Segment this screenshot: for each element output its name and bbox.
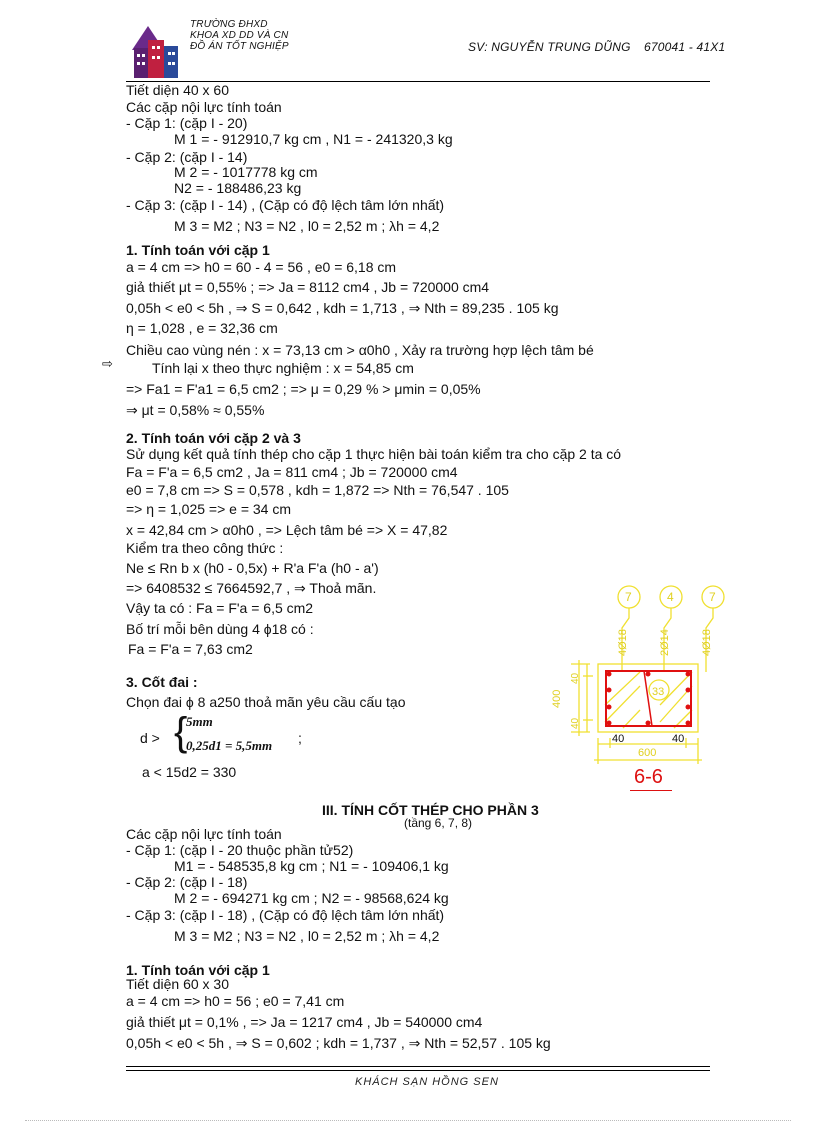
header-line2: KHOA XD DD VÀ CN	[190, 30, 289, 41]
footer-rule-2	[126, 1070, 710, 1071]
dim-label: 400	[551, 689, 563, 708]
rebar-label: 4Ø18	[617, 629, 629, 656]
header-line3: ĐỒ ÁN TỐT NGHIỆP	[190, 41, 289, 52]
dim-label: 600	[638, 747, 657, 759]
text-line: - Cặp 2: (cặp I - 18)	[126, 874, 248, 890]
caption-underline	[630, 790, 672, 791]
bubble-label: 4	[667, 590, 674, 604]
text-line: Bố trí mỗi bên dùng 4 ϕ18 có :	[126, 621, 314, 637]
text-line: x = 42,84 cm > α0h0 , => Lệch tâm bé => X = 47,82	[126, 522, 448, 538]
text-line: N2 = - 188486,23 kg	[174, 180, 302, 196]
section-6-6-figure	[540, 582, 730, 794]
text-line: Ne ≤ Rn b x (h0 - 0,5x) + R'a F'a (h0 - a')	[126, 560, 379, 576]
brace: {	[174, 710, 188, 754]
text-line: Fa = F'a = 7,63 cm2	[128, 641, 253, 657]
dim-label: 40	[672, 733, 685, 745]
footer-text: KHÁCH SẠN HỒNG SEN	[355, 1076, 499, 1088]
text-line: - Cặp 2: (cặp I - 14)	[126, 149, 248, 165]
text-line: M 3 = M2 ; N3 = N2 , l0 = 2,52 m ; λh = 4,2	[174, 928, 440, 944]
rebar-label: 4Ø18	[701, 629, 713, 656]
text-line: - Cặp 1: (cặp I - 20 thuộc phần tử52)	[126, 842, 354, 858]
section-heading: 2. Tính toán với cặp 2 và 3	[126, 430, 301, 446]
text-line: Kiểm tra theo công thức :	[126, 540, 284, 556]
dim-label: 40	[570, 672, 581, 684]
building-logo	[128, 20, 184, 80]
formula-term: 0,25d1 = 5,5mm	[186, 738, 273, 753]
bubble-label: 7	[625, 590, 632, 604]
stirrup-label: 33	[652, 686, 665, 698]
header-class: 670041 - 41X1	[644, 40, 726, 54]
text-line: => 6408532 ≤ 7664592,7 , ⇒ Thoả mãn.	[126, 580, 377, 596]
header-student: SV: NGUYỄN TRUNG DŨNG	[468, 40, 631, 54]
text-line: e0 = 7,8 cm => S = 0,578 , kdh = 1,872 => Nth = 76,547 . 105	[126, 482, 509, 498]
text-line: ⇒ μt = 0,58% ≈ 0,55%	[126, 402, 265, 418]
formula-term: 5mm	[186, 714, 213, 729]
text-line: Các cặp nội lực tính toán	[126, 826, 282, 842]
text-line: Chọn đai ϕ 8 a250 thoả mãn yêu cầu cấu tạo	[126, 694, 406, 710]
text-line: 0,05h < e0 < 5h , ⇒ S = 0,602 ; kdh = 1,737 , ⇒ Nth = 52,57 . 105 kg	[126, 1035, 551, 1051]
text-line: 0,05h < e0 < 5h , ⇒ S = 0,642 , kdh = 1,713 , ⇒ Nth = 89,235 . 105 kg	[126, 300, 559, 316]
text-line: Fa = F'a = 6,5 cm2 , Ja = 811 cm4 ; Jb = 720000 cm4	[126, 464, 458, 480]
page-edge	[25, 1120, 791, 1121]
text-line: Tiết diện 60 x 30	[126, 976, 229, 992]
chapter-heading: III. TÍNH CỐT THÉP CHO PHẦN 3	[322, 802, 539, 818]
footer-rule	[126, 1066, 710, 1067]
bubble-label: 7	[709, 590, 716, 604]
text-line: η = 1,028 , e = 32,36 cm	[126, 320, 278, 336]
text-line: Các cặp nội lực tính toán	[126, 99, 282, 115]
text-line: d >	[140, 730, 160, 746]
text-line: Chiều cao vùng nén : x = 73,13 cm > α0h0 , Xảy ra trường hợp lệch tâm bé	[126, 342, 594, 358]
section-heading: 3. Cốt đai :	[126, 674, 198, 690]
text-line: - Cặp 3: (cặp I - 18) , (Cặp có độ lệch tâm lớn nhất)	[126, 907, 445, 923]
section-heading: 1. Tính toán với cặp 1	[126, 962, 270, 978]
rebar-label: 2Ø14	[659, 629, 671, 656]
right-arrow-icon: ⇨	[102, 356, 113, 371]
text-line: => η = 1,025 => e = 34 cm	[126, 501, 292, 517]
text-line: - Cặp 3: (cặp I - 14) , (Cặp có độ lệch tâm lớn nhất)	[126, 197, 445, 213]
text-line: M 1 = - 912910,7 kg cm , N1 = - 241320,3 kg	[174, 131, 453, 147]
text-line: giả thiết μt = 0,55% ; => Ja = 8112 cm4 , Jb = 720000 cm4	[126, 279, 490, 295]
text-line: giả thiết μt = 0,1% , => Ja = 1217 cm4 , Jb = 540000 cm4	[126, 1014, 483, 1030]
text-line: Vậy ta có : Fa = F'a = 6,5 cm2	[126, 600, 314, 616]
text-line: a = 4 cm => h0 = 56 ; e0 = 7,41 cm	[126, 993, 345, 1009]
text-line: => Fa1 = F'a1 = 6,5 cm2 ; => μ = 0,29 % > μmin = 0,05%	[126, 381, 481, 397]
header-line1: TRƯỜNG ĐHXD	[190, 19, 268, 30]
figure-caption: 6-6	[634, 766, 663, 788]
text-line: M 2 = - 694271 kg cm ; N2 = - 98568,624 kg	[174, 890, 449, 906]
section-heading: 1. Tính toán với cặp 1	[126, 242, 270, 258]
text-line: Tiết diện 40 x 60	[126, 82, 229, 98]
text-line: M 2 = - 1017778 kg cm	[174, 164, 318, 180]
text-line: M1 = - 548535,8 kg cm ; N1 = - 109406,1 kg	[174, 858, 449, 874]
text-line: a = 4 cm => h0 = 60 - 4 = 56 , e0 = 6,18 cm	[126, 259, 397, 275]
dim-label: 40	[612, 733, 625, 745]
text-line: ;	[298, 730, 302, 746]
text-line: Sử dụng kết quả tính thép cho cặp 1 thực hiện bài toán kiểm tra cho cặp 2 ta có	[126, 446, 622, 462]
text-line: (tầng 6, 7, 8)	[404, 816, 473, 830]
text-line: - Cặp 1: (cặp I - 20)	[126, 115, 248, 131]
dim-label: 40	[570, 717, 581, 729]
text-line: Tính lại x theo thực nghiệm : x = 54,85 cm	[152, 360, 414, 376]
text-line: M 3 = M2 ; N3 = N2 , l0 = 2,52 m ; λh = 4,2	[174, 218, 440, 234]
text-line: a < 15d2 = 330	[142, 764, 237, 780]
